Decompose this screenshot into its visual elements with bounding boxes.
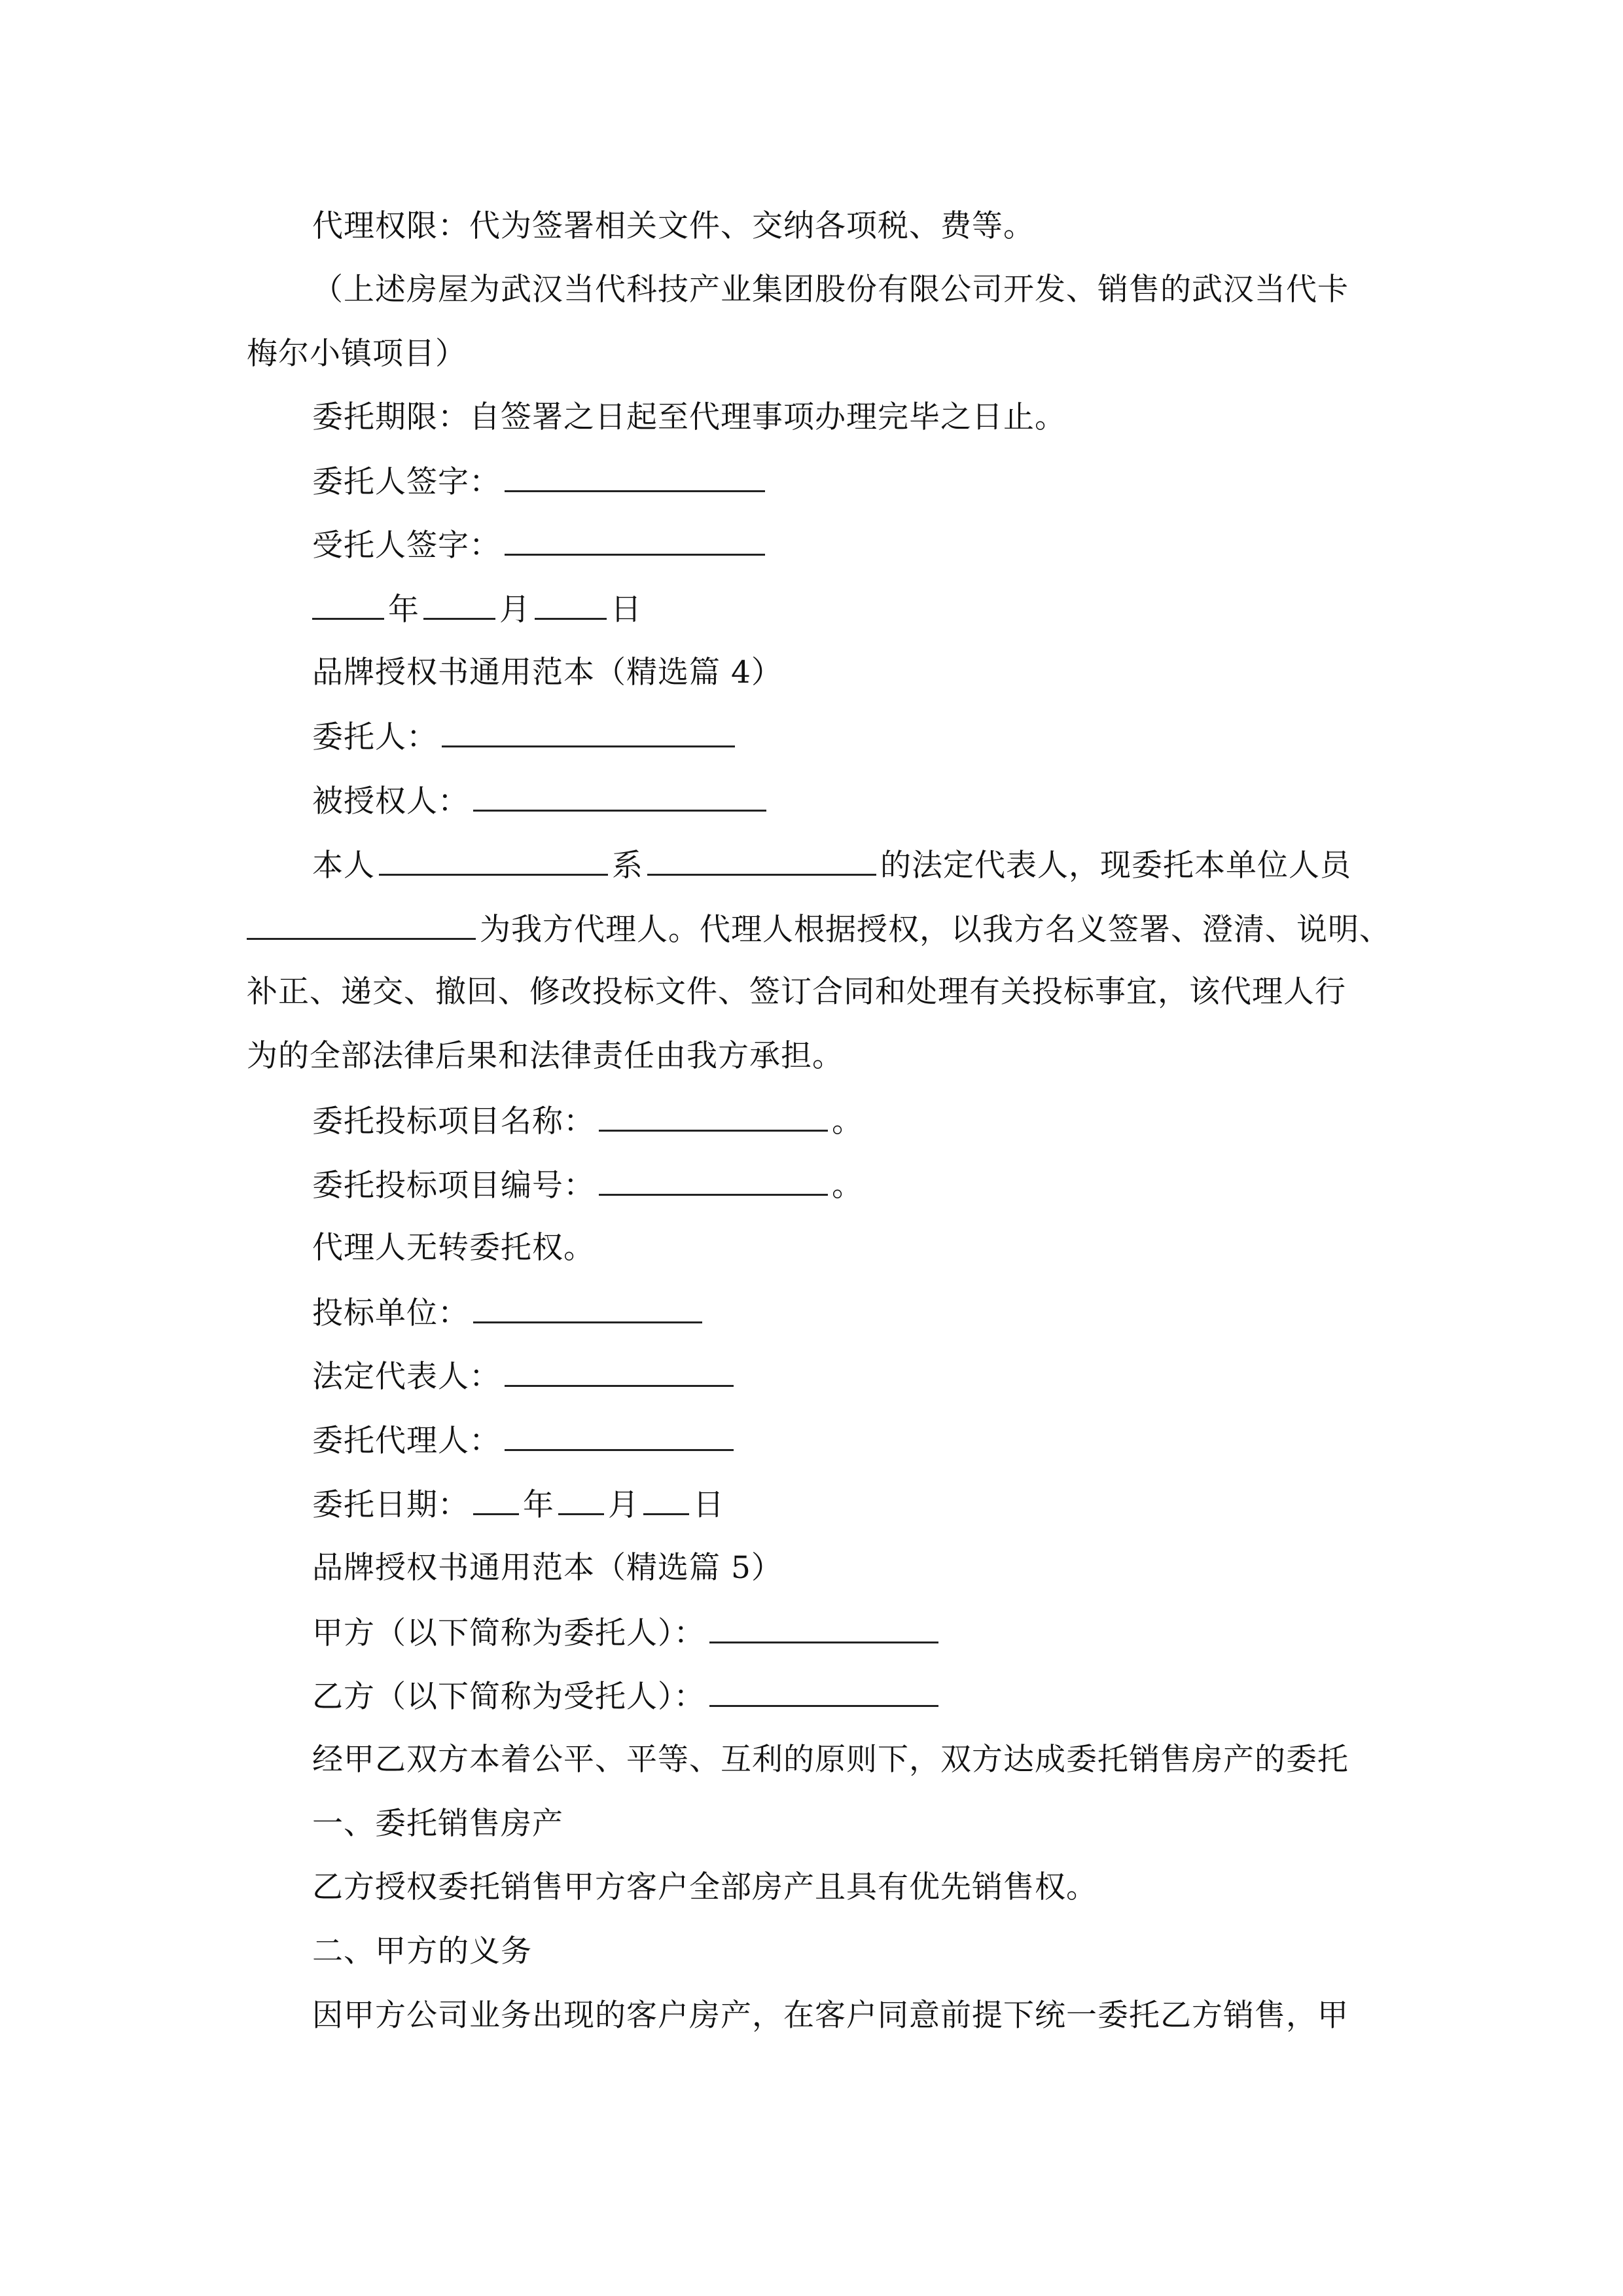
party-b-blank[interactable] [709, 1676, 938, 1707]
label: 投标单位： [312, 1295, 469, 1331]
text: 补正、递交、撤回、修改投标文件、签订合同和处理有关投标事宜，该代理人行 [247, 974, 1346, 1010]
principal-blank[interactable] [442, 717, 735, 747]
text: 。 [832, 1103, 863, 1139]
text: 委托期限：自签署之日起至代理事项办理完毕之日止。 [312, 399, 1066, 435]
statement-line-3 [247, 973, 1346, 1012]
principal-signature-line [312, 461, 769, 502]
year-label: 年 [523, 1487, 554, 1523]
agent-signature-line [312, 525, 769, 565]
bidder-line [312, 1293, 706, 1333]
agency-authority-line [312, 207, 1035, 246]
property-note-line [312, 270, 1349, 310]
company-blank[interactable] [647, 845, 876, 876]
authorized-blank[interactable] [473, 781, 766, 812]
text: 二、甲方的义务 [312, 1933, 532, 1969]
day-blank[interactable] [643, 1484, 689, 1515]
label: 委托投标项目名称： [312, 1103, 595, 1139]
project-name-blank[interactable] [599, 1101, 828, 1132]
statement-line-1 [312, 845, 1351, 886]
entrusted-agent-line [312, 1420, 738, 1461]
no-subdelegation-line [312, 1229, 595, 1268]
statement-line-4 [247, 1037, 844, 1076]
text: 梅尔小镇项目） [247, 336, 467, 372]
year-blank[interactable] [473, 1484, 519, 1515]
month-label: 月 [608, 1487, 639, 1523]
label: 被授权人： [312, 783, 469, 819]
month-blank[interactable] [558, 1484, 604, 1515]
month-blank[interactable] [423, 589, 495, 620]
text: 因甲方公司业务出现的客户房产，在客户同意前提下统一委托乙方销售，甲 [312, 1998, 1349, 2034]
party-a-blank[interactable] [709, 1613, 938, 1643]
date-line [312, 589, 642, 630]
legal-rep-line [312, 1356, 738, 1397]
agreement-intro-line [312, 1740, 1349, 1780]
text: 品牌授权书通用范本（精选篇 5） [312, 1550, 783, 1586]
text: 系 [612, 848, 643, 884]
label: 委托日期： [312, 1487, 469, 1523]
entrust-period-line [312, 398, 1066, 437]
label: 法定代表人： [312, 1359, 501, 1395]
statement-line-2 [247, 909, 1391, 950]
label: 委托人： [312, 719, 438, 755]
legal-rep-blank[interactable] [505, 1356, 734, 1387]
text: 为的全部法律后果和法律责任由我方承担。 [247, 1038, 844, 1074]
property-note-continued [247, 334, 467, 374]
signature-blank[interactable] [505, 525, 765, 556]
day-blank[interactable] [535, 589, 607, 620]
project-number-line [312, 1165, 863, 1206]
text: 代理人无转委托权。 [312, 1230, 595, 1266]
label: 受托人签字： [312, 528, 501, 564]
clause-one-text [312, 1868, 1097, 1907]
year-blank[interactable] [312, 589, 384, 620]
text: 乙方授权委托销售甲方客户全部房产且具有优先销售权。 [312, 1869, 1097, 1905]
clause-two-text [312, 1996, 1349, 2036]
entrusted-agent-blank[interactable] [505, 1420, 734, 1451]
section-heading-4 [312, 653, 783, 692]
name-blank[interactable] [379, 845, 608, 876]
label: 委托代理人： [312, 1423, 501, 1459]
day-label: 日 [611, 592, 642, 628]
section-heading-5 [312, 1549, 783, 1588]
text: 为我方代理人。代理人根据授权，以我方名义签署、澄清、说明、 [480, 912, 1391, 948]
text: 一、委托销售房产 [312, 1806, 563, 1842]
principal-line [312, 717, 739, 757]
text: 本人 [312, 848, 375, 884]
party-b-line [312, 1676, 942, 1717]
signature-blank[interactable] [505, 461, 765, 492]
clause-two-heading [312, 1932, 532, 1971]
label: 甲方（以下简称为委托人）： [312, 1615, 705, 1651]
entrust-date-line [312, 1484, 724, 1525]
agent-name-blank[interactable] [247, 909, 476, 940]
party-a-line [312, 1613, 942, 1653]
text: 代理权限：代为签署相关文件、交纳各项税、费等。 [312, 208, 1035, 244]
year-label: 年 [388, 592, 419, 628]
label: 乙方（以下简称为受托人）： [312, 1679, 705, 1715]
text: 。 [832, 1168, 863, 1204]
text: 的法定代表人，现委托本单位人员 [880, 848, 1351, 884]
project-name-line [312, 1101, 863, 1141]
day-label: 日 [693, 1487, 724, 1523]
text: （上述房屋为武汉当代科技产业集团股份有限公司开发、销售的武汉当代卡 [312, 272, 1349, 308]
text: 经甲乙双方本着公平、平等、互利的原则下，双方达成委托销售房产的委托 [312, 1742, 1349, 1778]
label: 委托投标项目编号： [312, 1168, 595, 1204]
project-number-blank[interactable] [599, 1165, 828, 1196]
bidder-blank[interactable] [473, 1293, 702, 1323]
month-label: 月 [499, 592, 531, 628]
text: 品牌授权书通用范本（精选篇 4） [312, 655, 783, 691]
authorized-person-line [312, 781, 770, 821]
clause-one-heading [312, 1804, 563, 1844]
label: 委托人签字： [312, 464, 501, 500]
